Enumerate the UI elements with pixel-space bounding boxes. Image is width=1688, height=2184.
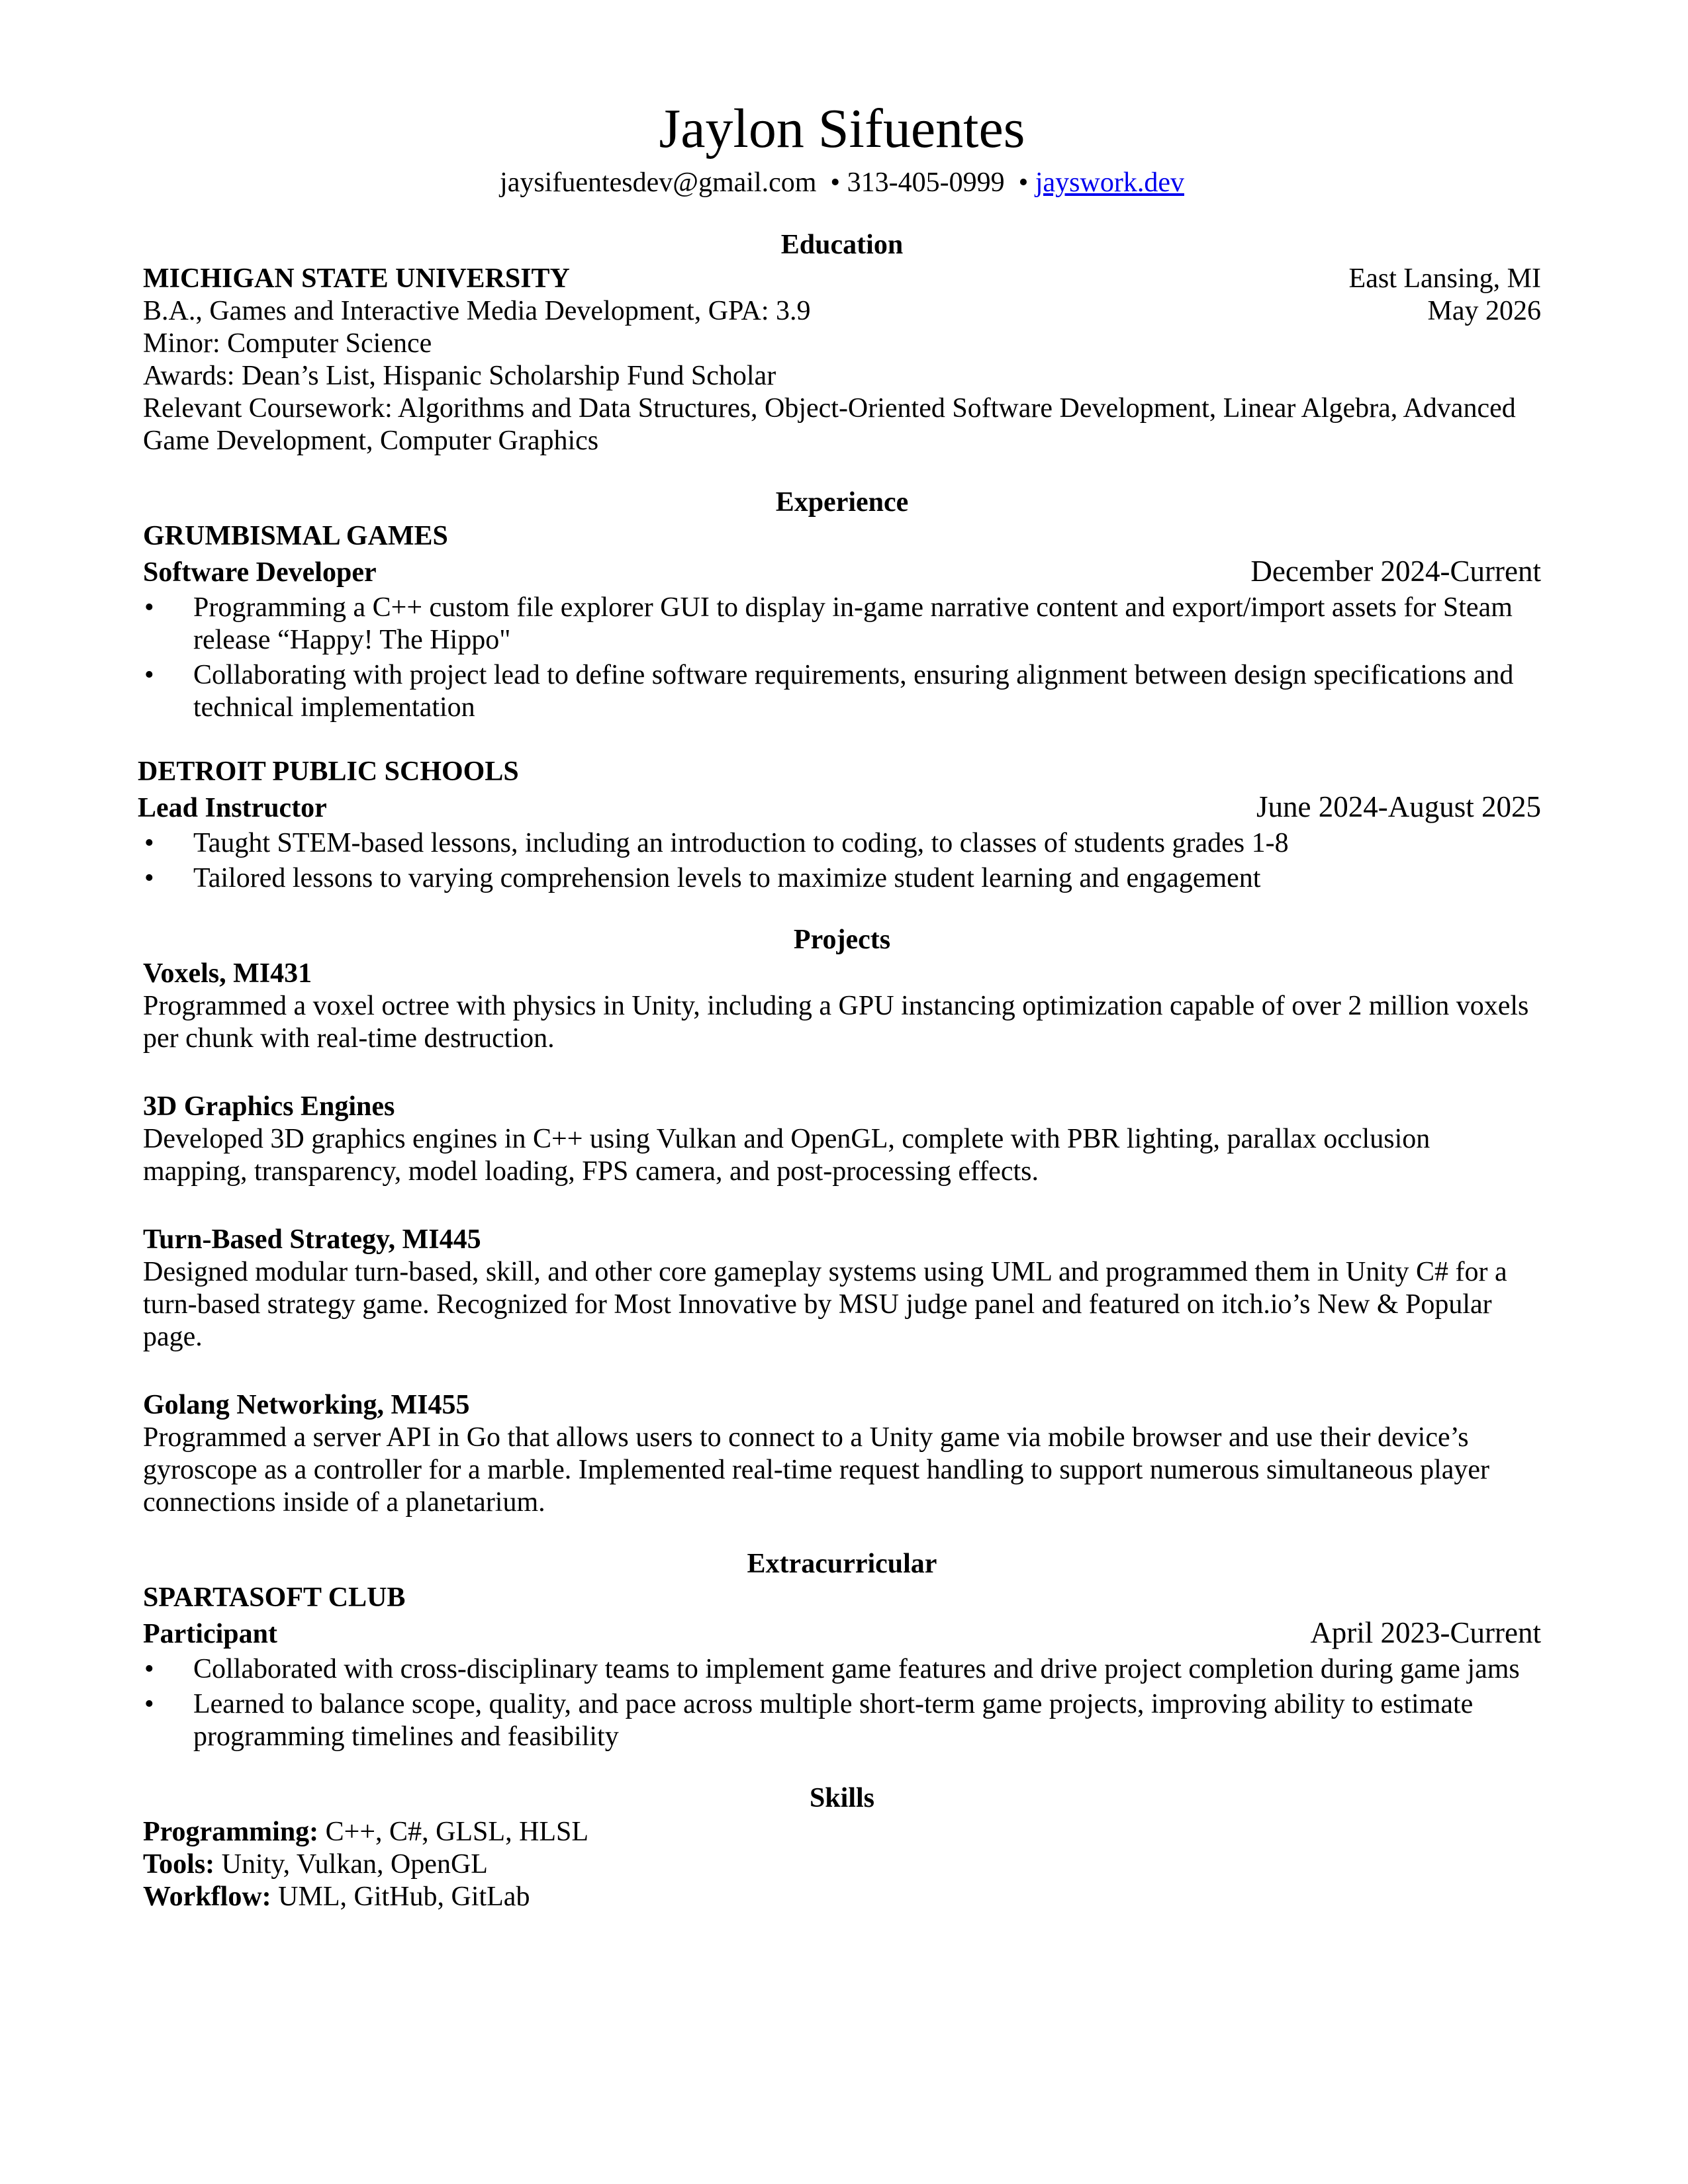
awards: Awards: Dean’s List, Hispanic Scholarship Fund Scholar <box>143 361 776 391</box>
spacer <box>143 1188 1541 1224</box>
bullet-icon: • <box>144 863 154 893</box>
school-location: East Lansing, MI <box>1348 263 1541 294</box>
section-title-skills: Skills <box>809 1783 875 1813</box>
job-role-row <box>143 555 1541 589</box>
separator: • <box>1018 167 1029 198</box>
experience-entry <box>143 520 1541 724</box>
job-role: Software Developer <box>143 557 377 588</box>
project-entry <box>143 958 1541 1055</box>
bullet-icon: • <box>144 592 154 623</box>
list-item: • Collaborating with project lead to define software requirements, ensuring alignment between design specifications and technical implementation <box>144 660 1514 723</box>
education-school-row <box>143 263 1541 295</box>
project-title: Voxels, MI431 <box>143 958 312 989</box>
bullet-icon: • <box>144 828 154 858</box>
list-item: • Learned to balance scope, quality, and pace across multiple short-term game projects, improving ability to estimate programming timelines and feasibility <box>144 1689 1474 1752</box>
club-name: SPARTASOFT CLUB <box>143 1582 406 1613</box>
email: jaysifuentesdev@gmail.com <box>500 167 817 198</box>
project-title: Golang Networking, MI455 <box>143 1390 470 1420</box>
employer-name: GRUMBISMAL GAMES <box>143 521 448 551</box>
list-item: • Tailored lessons to varying comprehension levels to maximize student learning and engagement <box>144 863 1261 893</box>
skill-value: C++, C#, GLSL, HLSL <box>318 1817 589 1847</box>
skill-line <box>143 1881 1541 1913</box>
school-name: MICHIGAN STATE UNIVERSITY <box>143 263 570 294</box>
job-bullets <box>143 592 1541 724</box>
project-entry <box>143 1091 1541 1188</box>
section-title-extracurricular: Extracurricular <box>747 1549 937 1579</box>
separator: • <box>830 167 841 198</box>
list-item: • Collaborated with cross-disciplinary teams to implement game features and drive project completion during game jams <box>144 1654 1520 1684</box>
project-title: Turn-Based Strategy, MI445 <box>143 1224 481 1255</box>
club-bullets <box>143 1653 1541 1753</box>
degree: B.A., Games and Interactive Media Development, GPA: 3.9 <box>143 296 811 326</box>
project-description: Programmed a server API in Go that allows users to connect to a Unity game via mobile browser and use their device’s gyroscope as a controller for a marble. Implemented real-time request handling to support numerous simultaneous player connections inside of a planetarium. <box>143 1422 1490 1518</box>
club-dates: April 2023-Current <box>1310 1616 1541 1649</box>
spacer <box>143 1353 1541 1389</box>
project-entry <box>143 1389 1541 1519</box>
candidate-name: Jaylon Sifuentes <box>659 98 1025 159</box>
employer-name: DETROIT PUBLIC SCHOOLS <box>138 756 519 787</box>
project-description: Developed 3D graphics engines in C++ using Vulkan and OpenGL, complete with PBR lighting, parallax occlusion mapping, transparency, model loading, FPS camera, and post-processing effects. <box>143 1124 1430 1187</box>
project-entry <box>143 1224 1541 1353</box>
phone: 313-405-0999 <box>847 167 1005 198</box>
list-item: • Taught STEM-based lessons, including an introduction to coding, to classes of students grades 1-8 <box>144 828 1289 858</box>
job-dates: December 2024-Current <box>1250 555 1541 588</box>
bullet-icon: • <box>144 660 154 690</box>
job-dates: June 2024-August 2025 <box>1256 790 1541 823</box>
coursework: Relevant Coursework: Algorithms and Data Structures, Object-Oriented Software Development, Linear Algebra, Advanced Game Development, Computer Graphics <box>143 393 1516 456</box>
skill-label: Tools: <box>143 1849 215 1880</box>
club-role: Participant <box>143 1619 277 1649</box>
bullet-icon: • <box>144 1689 154 1719</box>
job-role-row <box>138 791 1541 825</box>
section-title-experience: Experience <box>775 487 909 518</box>
list-item: • Programming a C++ custom file explorer GUI to display in-game narrative content and export/import assets for Steam release “Happy! The Hippo" <box>144 592 1513 655</box>
spacer <box>143 724 1541 756</box>
experience-entry <box>138 756 1541 895</box>
skills-entry <box>143 1816 1541 1913</box>
job-role: Lead Instructor <box>138 793 327 823</box>
education-entry <box>143 263 1541 457</box>
skill-line <box>143 1816 1541 1848</box>
resume-page <box>138 93 1541 1913</box>
skill-label: Workflow: <box>143 1882 271 1912</box>
job-bullets <box>143 827 1541 895</box>
skill-line <box>143 1848 1541 1881</box>
project-description: Programmed a voxel octree with physics in Unity, including a GPU instancing optimization capable of over 2 million voxels per chunk with real-time destruction. <box>143 991 1529 1054</box>
spacer <box>143 1055 1541 1091</box>
section-title-projects: Projects <box>793 925 891 955</box>
extracurricular-entry <box>143 1582 1541 1753</box>
club-role-row <box>143 1617 1541 1651</box>
section-title-education: Education <box>780 230 904 260</box>
website-link[interactable]: jayswork.dev <box>1035 167 1184 198</box>
minor: Minor: Computer Science <box>143 328 432 359</box>
graduation-date: May 2026 <box>1427 296 1541 326</box>
contact-line <box>143 165 1541 200</box>
bullet-icon: • <box>144 1654 154 1684</box>
education-degree-row <box>143 295 1541 328</box>
skill-value: Unity, Vulkan, OpenGL <box>214 1849 488 1880</box>
skill-value: UML, GitHub, GitLab <box>271 1882 530 1912</box>
project-description: Designed modular turn-based, skill, and other core gameplay systems using UML and programmed them in Unity C# for a turn-based strategy game. Recognized for Most Innovative by MSU judge panel and featured on itch.io’s New & Popular page. <box>143 1257 1507 1352</box>
skill-label: Programming: <box>143 1817 319 1847</box>
project-title: 3D Graphics Engines <box>143 1091 395 1122</box>
